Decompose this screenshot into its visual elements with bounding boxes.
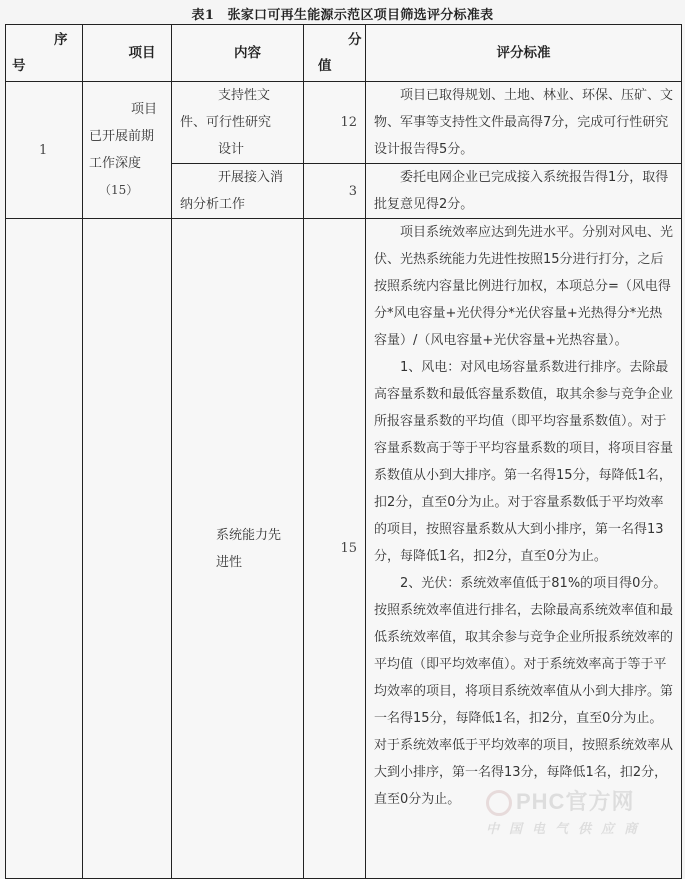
watermark: PHC官方网 中国电气供应商 <box>486 789 648 838</box>
row-score: 3 <box>304 164 366 219</box>
row-standard <box>366 219 682 879</box>
table-row <box>6 82 682 164</box>
row-standard: 委托电网企业已完成接入系统报告得1分，取得批复意见得2分。 <box>366 164 682 219</box>
row-content: 系统能力先 进性 <box>172 219 304 879</box>
row-serial-number <box>6 219 83 879</box>
header-serial-number: 序 号 <box>6 25 83 82</box>
row-score: 15 <box>304 219 366 879</box>
row-item <box>83 219 172 879</box>
standard-paragraph: 1、风电：对风电场容量系数进行排序。去除最高容量系数和最低容量系数值，取其余参与竞争企业所报容量系数的平均值（即平均容量系数值）。对于容量系数高于等于平均容量系数的项目，将项目容量系数值从小到大排序。第一名得15分，每降低1名，扣2分，直至0分为止。对于容量系数低于平均效率的项目，按照容量系数从大到小排序，第一名得13分，每降低1名，扣2分，直至0分为止。 <box>374 360 674 564</box>
row-serial-number: 1 <box>6 82 83 219</box>
scoring-criteria-table <box>5 24 682 879</box>
row-item: 项目 已开展前期 工作深度 （15） <box>83 82 172 219</box>
header-content: 内容 <box>172 25 304 82</box>
header-item: 项目 <box>83 25 172 82</box>
header-score: 分 值 <box>304 25 366 82</box>
table-header-row <box>6 25 682 82</box>
header-standard: 评分标准 <box>366 25 682 82</box>
row-content: 支持性文 件、可行性研究 设计 <box>172 82 304 164</box>
row-standard: 项目已取得规划、土地、林业、环保、压矿、文物、军事等支持性文件最高得7分，完成可行性研究设计报告得5分。 <box>366 82 682 164</box>
table-row <box>6 219 682 879</box>
standard-paragraph: 项目系统效率应达到先进水平。分别对风电、光伏、光热系统能力先进性按照15分进行打分，之后按照系统内容量比例进行加权，本项总分=（风电得分*风电容量+光伏得分*光伏容量+光热得分*光热容量）/（风电容量+光伏容量+光热容量）。 <box>374 225 674 348</box>
row-score: 12 <box>304 82 366 164</box>
standard-paragraph: 2、光伏：系统效率值低于81%的项目得0分。按照系统效率值进行排名，去除最高系统效率值和最低系统效率值，取其余参与竞争企业所报系统效率的平均值（即平均效率值）。对于系统效率高于等于平均效率的项目，将项目系统效率值从小到大排序。第一名得15分，每降低1名，扣2分，直至0分为止。对于系统效率低于平均效率的项目，按照系统效率从大到小排序，第一名得13分，每降低1名，扣2分，直至0分为止。 <box>374 576 674 807</box>
table-title: 表1 张家口可再生能源示范区项目筛选评分标准表 <box>191 8 494 23</box>
row-content: 开展接入消 纳分析工作 <box>172 164 304 219</box>
